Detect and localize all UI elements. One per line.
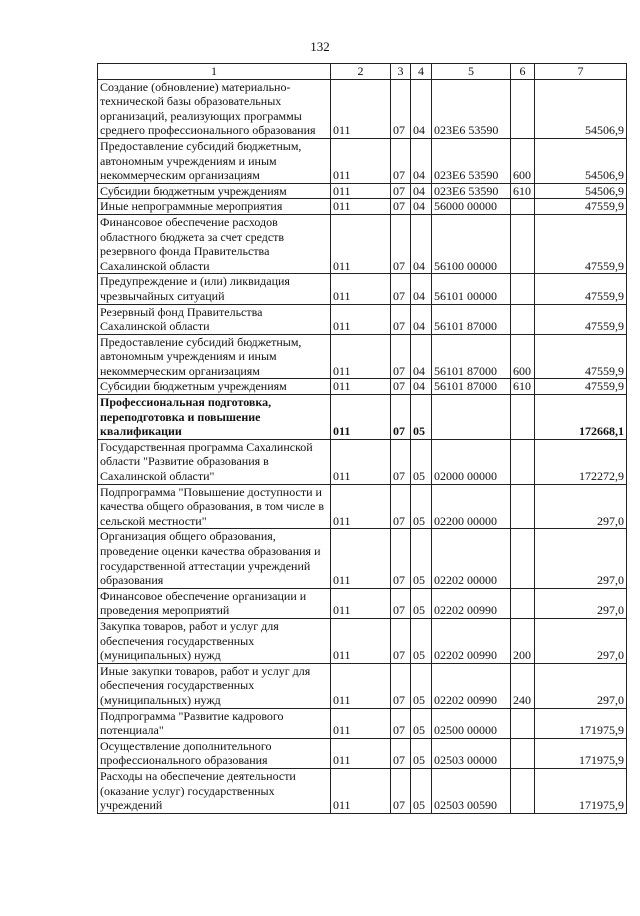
row-section-code: 07 (391, 138, 411, 183)
row-name: Профессиональная подготовка, переподготовка и повышение квалификации (98, 395, 331, 440)
row-admin-code: 011 (331, 334, 391, 379)
row-name: Иные непрограммные мероприятия (98, 199, 331, 215)
table-row (98, 199, 627, 215)
table-row (98, 379, 627, 395)
row-subsection-code: 04 (411, 183, 432, 199)
row-subsection-code: 05 (411, 439, 432, 484)
row-admin-code: 011 (331, 395, 391, 440)
row-expense-type (511, 304, 535, 334)
row-target-article: 56000 00000 (432, 199, 511, 215)
row-name: Государственная программа Сахалинской области "Развитие образования в Сахалинской области" (98, 439, 331, 484)
row-name: Резервный фонд Правительства Сахалинской области (98, 304, 331, 334)
row-amount: 54506,9 (535, 79, 627, 138)
row-section-code: 07 (391, 529, 411, 588)
row-expense-type: 200 (511, 618, 535, 663)
row-name: Финансовое обеспечение организации и проведения мероприятий (98, 588, 331, 618)
table-row (98, 334, 627, 379)
row-expense-type: 600 (511, 138, 535, 183)
row-expense-type (511, 439, 535, 484)
row-target-article: 023Е6 53590 (432, 183, 511, 199)
row-subsection-code: 04 (411, 334, 432, 379)
header-cell: 5 (432, 64, 511, 80)
table-body (98, 79, 627, 813)
row-admin-code: 011 (331, 738, 391, 768)
row-section-code: 07 (391, 214, 411, 273)
row-expense-type (511, 395, 535, 440)
row-target-article: 02500 00000 (432, 708, 511, 738)
row-amount: 47559,9 (535, 274, 627, 304)
row-admin-code: 011 (331, 768, 391, 813)
row-expense-type (511, 529, 535, 588)
row-admin-code: 011 (331, 379, 391, 395)
row-admin-code: 011 (331, 588, 391, 618)
row-name: Иные закупки товаров, работ и услуг для обеспечения государственных (муниципальных) нужд (98, 663, 331, 708)
row-amount: 171975,9 (535, 768, 627, 813)
row-admin-code: 011 (331, 618, 391, 663)
header-cell: 3 (391, 64, 411, 80)
row-expense-type (511, 274, 535, 304)
row-target-article: 02202 00990 (432, 663, 511, 708)
row-name: Организация общего образования, проведение оценки качества образования и государственной аттестации учреждений образования (98, 529, 331, 588)
row-expense-type (511, 214, 535, 273)
row-section-code: 07 (391, 768, 411, 813)
row-name: Предоставление субсидий бюджетным, автономным учреждениям и иным некоммерческим организациям (98, 334, 331, 379)
row-expense-type: 240 (511, 663, 535, 708)
row-admin-code: 011 (331, 214, 391, 273)
header-cell: 4 (411, 64, 432, 80)
row-amount: 54506,9 (535, 138, 627, 183)
table-row (98, 588, 627, 618)
row-name: Осуществление дополнительного профессионального образования (98, 738, 331, 768)
row-admin-code: 011 (331, 708, 391, 738)
row-target-article: 02503 00590 (432, 768, 511, 813)
row-amount: 47559,9 (535, 334, 627, 379)
row-name: Создание (обновление) материально-технической базы образовательных организаций, реализующих программы среднего профессионального образования (98, 79, 331, 138)
table-row (98, 138, 627, 183)
row-section-code: 07 (391, 334, 411, 379)
row-name: Подпрограмма "Развитие кадрового потенциала" (98, 708, 331, 738)
row-amount: 47559,9 (535, 214, 627, 273)
row-admin-code: 011 (331, 199, 391, 215)
row-subsection-code: 05 (411, 708, 432, 738)
row-section-code: 07 (391, 304, 411, 334)
row-amount: 47559,9 (535, 199, 627, 215)
table-row (98, 663, 627, 708)
row-section-code: 07 (391, 439, 411, 484)
header-cell: 2 (331, 64, 391, 80)
row-expense-type (511, 79, 535, 138)
row-subsection-code: 05 (411, 768, 432, 813)
row-target-article: 02202 00000 (432, 529, 511, 588)
row-name: Расходы на обеспечение деятельности (оказание услуг) государственных учреждений (98, 768, 331, 813)
row-admin-code: 011 (331, 183, 391, 199)
row-admin-code: 011 (331, 484, 391, 529)
table-row (98, 304, 627, 334)
row-expense-type (511, 708, 535, 738)
row-section-code: 07 (391, 199, 411, 215)
table-row (98, 79, 627, 138)
table-row (98, 708, 627, 738)
row-section-code: 07 (391, 79, 411, 138)
row-admin-code: 011 (331, 439, 391, 484)
row-subsection-code: 04 (411, 304, 432, 334)
table-row (98, 214, 627, 273)
row-target-article: 02503 00000 (432, 738, 511, 768)
row-target-article: 02200 00000 (432, 484, 511, 529)
table-row (98, 395, 627, 440)
row-name: Подпрограмма "Повышение доступности и качества общего образования, в том числе в сельской местности" (98, 484, 331, 529)
row-subsection-code: 04 (411, 79, 432, 138)
header-row (98, 64, 627, 80)
table-row (98, 618, 627, 663)
row-subsection-code: 05 (411, 588, 432, 618)
row-target-article (432, 395, 511, 440)
row-expense-type (511, 768, 535, 813)
row-section-code: 07 (391, 663, 411, 708)
table-row (98, 529, 627, 588)
budget-table (97, 63, 627, 814)
row-admin-code: 011 (331, 304, 391, 334)
row-expense-type (511, 738, 535, 768)
row-amount: 297,0 (535, 588, 627, 618)
row-subsection-code: 05 (411, 529, 432, 588)
row-expense-type: 600 (511, 334, 535, 379)
row-admin-code: 011 (331, 138, 391, 183)
row-section-code: 07 (391, 618, 411, 663)
row-name: Финансовое обеспечение расходов областного бюджета за счет средств резервного фонда Правительства Сахалинской области (98, 214, 331, 273)
row-section-code: 07 (391, 274, 411, 304)
row-admin-code: 011 (331, 274, 391, 304)
row-target-article: 02000 00000 (432, 439, 511, 484)
row-amount: 172272,9 (535, 439, 627, 484)
row-amount: 297,0 (535, 484, 627, 529)
header-cell: 1 (98, 64, 331, 80)
header-cell: 6 (511, 64, 535, 80)
row-admin-code: 011 (331, 529, 391, 588)
row-amount: 54506,9 (535, 183, 627, 199)
row-subsection-code: 05 (411, 395, 432, 440)
row-subsection-code: 05 (411, 618, 432, 663)
row-amount: 171975,9 (535, 738, 627, 768)
row-admin-code: 011 (331, 79, 391, 138)
row-target-article: 02202 00990 (432, 588, 511, 618)
table-row (98, 439, 627, 484)
row-subsection-code: 04 (411, 138, 432, 183)
row-amount: 297,0 (535, 618, 627, 663)
row-section-code: 07 (391, 484, 411, 529)
row-section-code: 07 (391, 395, 411, 440)
row-target-article: 023Е6 53590 (432, 138, 511, 183)
row-subsection-code: 04 (411, 214, 432, 273)
row-name: Предупреждение и (или) ликвидация чрезвычайных ситуаций (98, 274, 331, 304)
row-name: Субсидии бюджетным учреждениям (98, 183, 331, 199)
row-section-code: 07 (391, 183, 411, 199)
row-name: Предоставление субсидий бюджетным, автономным учреждениям и иным некоммерческим организациям (98, 138, 331, 183)
row-expense-type (511, 199, 535, 215)
row-name: Закупка товаров, работ и услуг для обеспечения государственных (муниципальных) нужд (98, 618, 331, 663)
row-subsection-code: 04 (411, 199, 432, 215)
table-row (98, 768, 627, 813)
row-admin-code: 011 (331, 663, 391, 708)
row-amount: 47559,9 (535, 304, 627, 334)
table-row (98, 274, 627, 304)
row-name: Субсидии бюджетным учреждениям (98, 379, 331, 395)
row-amount: 297,0 (535, 529, 627, 588)
row-target-article: 02202 00990 (432, 618, 511, 663)
table-row (98, 484, 627, 529)
row-subsection-code: 04 (411, 379, 432, 395)
row-amount: 171975,9 (535, 708, 627, 738)
row-target-article: 023Е6 53590 (432, 79, 511, 138)
header-cell: 7 (535, 64, 627, 80)
row-subsection-code: 05 (411, 738, 432, 768)
row-expense-type (511, 588, 535, 618)
row-subsection-code: 05 (411, 484, 432, 529)
table-row (98, 738, 627, 768)
row-subsection-code: 04 (411, 274, 432, 304)
row-target-article: 56101 87000 (432, 334, 511, 379)
row-section-code: 07 (391, 379, 411, 395)
row-amount: 47559,9 (535, 379, 627, 395)
row-target-article: 56100 00000 (432, 214, 511, 273)
row-section-code: 07 (391, 708, 411, 738)
row-amount: 297,0 (535, 663, 627, 708)
page-number: 132 (310, 39, 330, 54)
row-expense-type (511, 484, 535, 529)
row-target-article: 56101 00000 (432, 274, 511, 304)
row-expense-type: 610 (511, 379, 535, 395)
row-target-article: 56101 87000 (432, 379, 511, 395)
row-subsection-code: 05 (411, 663, 432, 708)
row-section-code: 07 (391, 588, 411, 618)
row-amount: 172668,1 (535, 395, 627, 440)
row-section-code: 07 (391, 738, 411, 768)
row-target-article: 56101 87000 (432, 304, 511, 334)
table-row (98, 183, 627, 199)
row-expense-type: 610 (511, 183, 535, 199)
